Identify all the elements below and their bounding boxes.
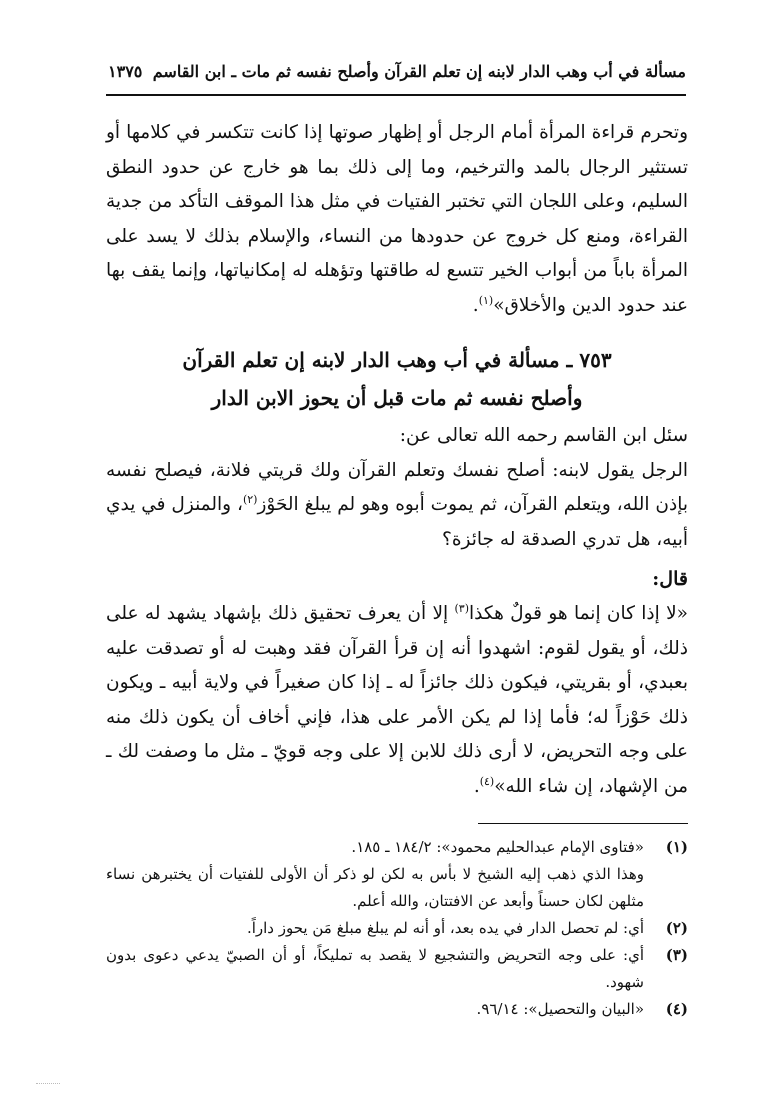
footnote bbox=[106, 915, 688, 942]
footnote-ref-3: (٣) bbox=[454, 601, 469, 615]
footnote-ref-2: (٢) bbox=[242, 492, 258, 506]
answer-label: قال: bbox=[652, 568, 688, 590]
intro-line-5: بذلك لا يسد على المرأة باباً من أبواب الخير تتسع له طاقتها وتؤهله له bbox=[106, 225, 688, 281]
footnote-ref-4: (٤) bbox=[479, 774, 495, 788]
question-part-a: الرجل يقول لابنه: أصلح نفسك وتعلم القرآن ولك قريتي فلانة، فيصلح نفسه بإذن الله، ويتعلم القرآن، ثم يموت أبوه وهو لم يبلغ الحَوْز bbox=[106, 459, 688, 515]
footnote-line: أي: على وجه التحريض والتشجيع لا يقصد به تمليكاً، أو أن الصبيّ يدعي دعوى بدون شهود. bbox=[106, 946, 644, 991]
answer-text bbox=[106, 597, 688, 804]
page-number: ١٣٧٥ bbox=[108, 62, 143, 81]
scan-artifact bbox=[36, 1083, 60, 1084]
running-title: مسألة في أب وهب الدار لابنه إن تعلم القرآن وأصلح نفسه ثم مات ـ ابن القاسم bbox=[152, 62, 686, 81]
header-rule bbox=[106, 94, 686, 96]
intro-line-4: التأكد من جدية القراءة، ومنع كل خروج عن حدودها من النساء، والإسلام bbox=[106, 191, 688, 247]
answer-part-b: إلا أن يعرف تحقيق ذلك بإشهاد يشهد له على ذلك، أو يقول لقوم: اشهدوا أنه إن قرأ القرآن فقد وهبت له أو تصدقت عليه بعبدي، أو بقريتي، فيكون ذلك جائزاً له ـ إذا كان صغيراً في ولاية أبيه ـ ويكون ذلك حَوْزاً له؛ فأما إذا لم يكن الأمر على هذا، فإني أخاف أن يكون ذلك منه على وجه التحريض، لا أرى ذلك للابن إلا على وجه قويّ ـ مثل ما وصفت لك ـ من الإشهاد، إن شاء الله» bbox=[106, 603, 688, 797]
intro-line-1: وتحرم قراءة المرأة أمام الرجل أو إظهار صوتها إذا كانت تتكسر في bbox=[176, 122, 689, 143]
section-heading bbox=[106, 341, 688, 417]
footnote-line: أي: لم تحصل الدار في يده بعد، أو أنه لم يبلغ مبلغ مَن يحوز داراً. bbox=[246, 919, 644, 937]
footnote-ref-1: (١) bbox=[478, 293, 494, 307]
answer-part-a: «لا إذا كان إنما هو قولٌ هكذا bbox=[469, 603, 688, 624]
intro-line-2: كلامها أو تستثير الرجال بالمد والترخيم، وما إلى ذلك بما هو خارج عن bbox=[106, 122, 688, 178]
page-header bbox=[108, 62, 686, 81]
question-part-b: ، والمنزل في يدي أبيه، هل تدري الصدقة له جائزة؟ bbox=[106, 494, 688, 550]
intro-line-6: إمكانياتها، وإنما يقف بها عند حدود الدين والأخلاق» bbox=[106, 260, 688, 316]
footnote bbox=[106, 996, 688, 1023]
question-intro: سئل ابن القاسم رحمه الله تعالى عن: bbox=[399, 425, 688, 446]
main-text bbox=[106, 116, 688, 804]
footnote-number: (٣) bbox=[665, 946, 688, 964]
footnote-line: «البيان والتحصيل»: ٩٦/١٤. bbox=[476, 1000, 644, 1018]
answer-end: . bbox=[473, 775, 480, 797]
footnote-number: (٢) bbox=[665, 919, 688, 937]
intro-line-3: حدود النطق السليم، وعلى اللجان التي تختبر الفتيات في مثل هذا الموقف bbox=[106, 156, 688, 212]
footnote bbox=[106, 834, 688, 915]
question-text bbox=[106, 454, 688, 558]
footnotes bbox=[106, 834, 688, 1023]
heading-line-2: وأصلح نفسه ثم مات قبل أن يحوز الابن الدار bbox=[211, 386, 583, 410]
intro-end: . bbox=[472, 294, 479, 316]
intro-paragraph bbox=[106, 116, 688, 323]
heading-line-1: ٧٥٣ ـ مسألة في أب وهب الدار لابنه إن تعلم القرآن bbox=[182, 348, 612, 372]
footnote-number: (١) bbox=[665, 838, 688, 856]
footnote-line: «فتاوى الإمام عبدالحليم محمود»: ١٨٤/٢ ـ ١٨٥. bbox=[351, 838, 644, 856]
footnote-separator bbox=[478, 823, 688, 824]
footnote-line: وهذا الذي ذهب إليه الشيخ لا بأس به لكن لو ذكر أن الأولى للفتيات أن يختبرهن نساء مثلهن لكان حسناً وأبعد عن الافتتان، والله أعلم. bbox=[106, 865, 644, 910]
footnote-number: (٤) bbox=[665, 1000, 688, 1018]
footnote bbox=[106, 942, 688, 996]
